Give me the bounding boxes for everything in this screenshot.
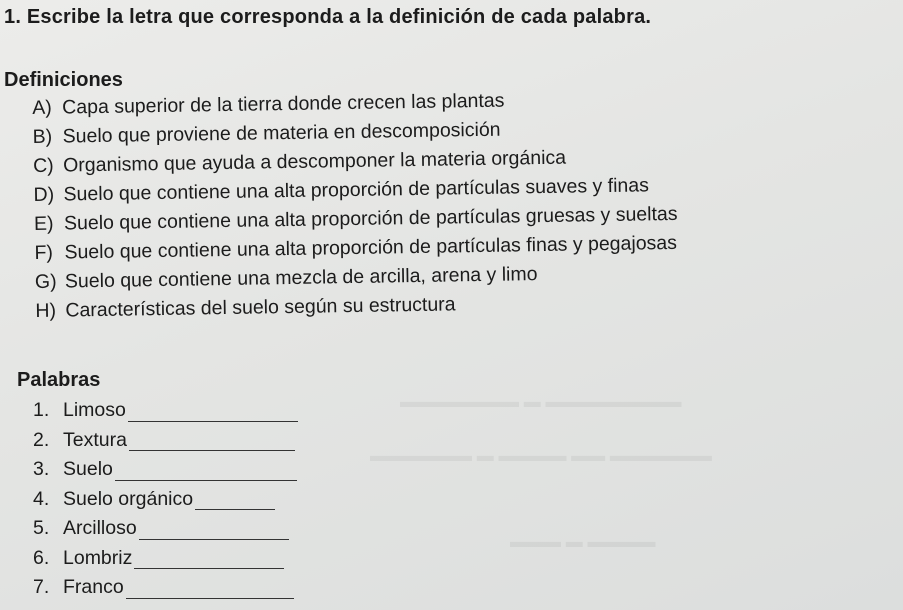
definition-letter: H): [35, 299, 57, 322]
word-number: 5.: [33, 517, 50, 539]
definition-text: Suelo que contiene una alta proporción de partículas finas y pegajosas: [64, 231, 678, 264]
word-number: 2.: [33, 428, 50, 451]
answer-blank[interactable]: [115, 460, 297, 481]
word-item: [33, 544, 298, 574]
word-item: [33, 573, 298, 603]
bleed-through-mark: ▬▬▬ ▬ ▬▬▬▬: [510, 532, 656, 551]
definition-letter: C): [32, 154, 54, 177]
definition-text: Suelo que contiene una alta proporción de partículas gruesas y sueltas: [63, 202, 678, 235]
definition-letter: A): [32, 96, 52, 119]
definition-text: Capa superior de la tierra donde crecen las plantas: [62, 89, 505, 119]
word-number: 6.: [33, 546, 50, 569]
word-number: 1.: [33, 399, 50, 421]
word-text: Suelo: [63, 458, 113, 480]
words-heading: Palabras: [17, 369, 101, 391]
word-text: Franco: [63, 576, 124, 598]
word-item: [33, 426, 298, 456]
word-number: 7.: [33, 576, 50, 598]
definition-text: Organismo que ayuda a descomponer la materia orgánica: [62, 146, 567, 177]
definitions-list: [32, 84, 679, 326]
exercise-instruction: 1. Escribe la letra que corresponda a la definición de cada palabra.: [4, 6, 652, 28]
word-item: [33, 514, 298, 544]
answer-blank[interactable]: [126, 578, 294, 599]
word-text: Textura: [63, 428, 127, 451]
word-text: Suelo orgánico: [63, 487, 194, 510]
definition-letter: B): [32, 125, 53, 148]
definition-letter: F): [34, 241, 54, 264]
definition-letter: D): [33, 183, 55, 206]
answer-blank[interactable]: [134, 548, 284, 569]
definition-text: Características del suelo según su estructura: [65, 293, 456, 322]
definition-letter: E): [33, 212, 54, 235]
word-text: Lombriz: [63, 546, 133, 569]
word-item: [33, 485, 298, 515]
answer-blank[interactable]: [129, 430, 295, 451]
definition-text: Suelo que proviene de materia en descomposición: [62, 118, 501, 148]
definition-text: Suelo que contiene una alta proporción de partículas suaves y finas: [63, 174, 650, 206]
definition-text: Suelo que contiene una mezcla de arcilla, arena y limo: [64, 263, 538, 293]
answer-blank[interactable]: [195, 489, 275, 510]
word-text: Limoso: [63, 399, 126, 421]
word-number: 4.: [33, 487, 50, 510]
definition-letter: G): [34, 270, 57, 293]
word-item: [33, 455, 298, 485]
word-item: [33, 396, 298, 426]
answer-blank[interactable]: [139, 519, 289, 540]
bleed-through-mark: ▬▬▬▬▬▬▬ ▬ ▬▬▬▬▬▬▬▬: [400, 392, 682, 411]
bleed-through-mark: ▬▬▬▬▬▬ ▬ ▬▬▬▬ ▬▬ ▬▬▬▬▬▬: [370, 446, 712, 465]
words-list: [33, 396, 298, 603]
word-number: 3.: [33, 458, 50, 480]
definitions-heading: Definiciones: [4, 69, 123, 91]
word-text: Arcilloso: [63, 517, 137, 539]
answer-blank[interactable]: [128, 401, 298, 422]
